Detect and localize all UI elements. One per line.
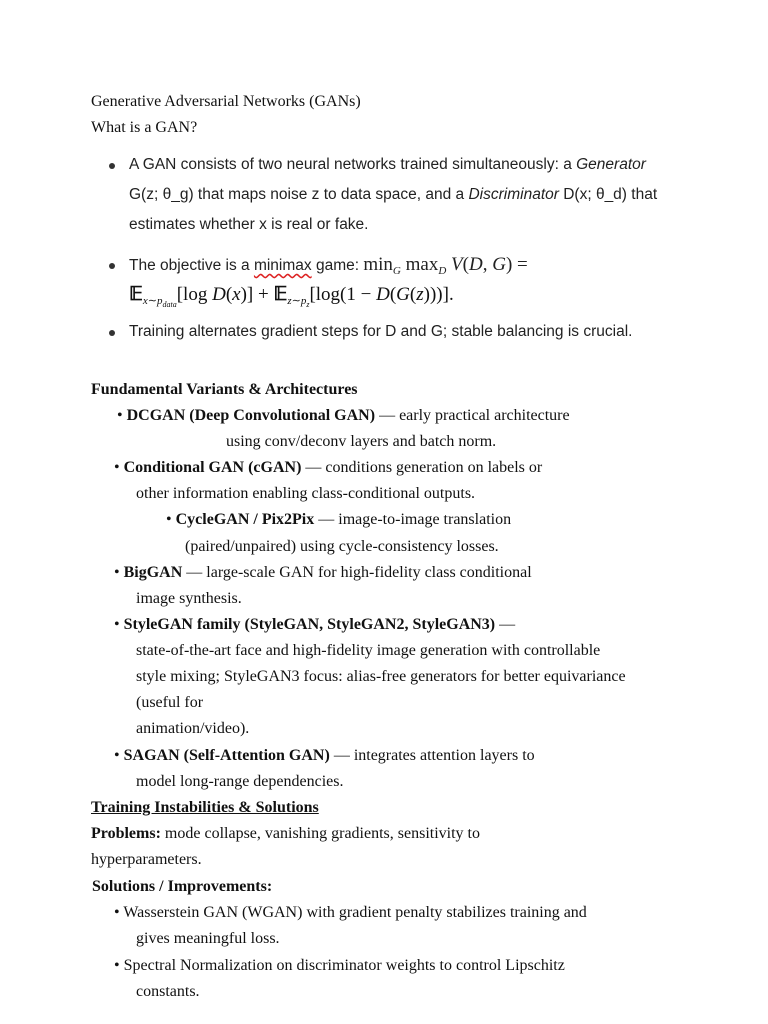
- objective-line-1: The objective is a minimax game: $\min_G \max_D V(D$, G) =: [129, 254, 528, 277]
- variant-sagan-desc: model long-range dependencies.: [136, 773, 344, 790]
- variant-stylegan-desc-1: state-of-the-art face and high-fidelity image generation with controllable: [136, 642, 601, 659]
- variant-stylegan-desc-4: animation/video).: [136, 720, 250, 737]
- solution-spectral-norm-desc: constants.: [136, 983, 200, 1000]
- problems-line-2: hyperparameters.: [91, 851, 202, 868]
- bullet-dot: [109, 263, 115, 269]
- variant-cgan-desc: other information enabling class-conditional outputs.: [136, 485, 476, 502]
- problems-line-1: Problems: mode collapse, vanishing gradients, sensitivity to: [91, 825, 480, 842]
- training-heading: Training Instabilities & Solutions: [91, 799, 319, 816]
- solution-spectral-norm: • Spectral Normalization on discriminator weights to control Lipschitz: [114, 957, 565, 974]
- variant-stylegan: • StyleGAN family (StyleGAN, StyleGAN2, StyleGAN3) —: [114, 616, 516, 633]
- minimax-formula: $\min_G \max_D V(D$, G) =: [363, 254, 528, 277]
- solution-wgan-desc: gives meaningful loss.: [136, 930, 280, 947]
- variant-stylegan-desc-2: style mixing; StyleGAN3 focus: alias-free generators for better equivariance: [136, 668, 626, 685]
- objective-formula-line-2: 𝔼$_{x\sim p_{data}}$[log D(x)] + 𝔼$_{z\sim p_z}$[log(1 − D(G(z)))].: [129, 284, 454, 309]
- training-alternates-text: Training alternates gradient steps for D and G; stable balancing is crucial.: [129, 323, 633, 340]
- variant-sagan: • SAGAN (Self-Attention GAN) — integrates attention layers to: [114, 747, 535, 764]
- variant-stylegan-desc-3: (useful for: [136, 694, 204, 711]
- gan-definition-line-3: estimates whether x is real or fake.: [129, 216, 369, 233]
- section-heading-what-is: What is a GAN?: [91, 119, 198, 136]
- variant-cyclegan-desc: (paired/unpaired) using cycle-consistency losses.: [185, 538, 499, 555]
- gan-definition-line-2: G(z; θ_g) that maps noise z to data space, and a Discriminator D(x; θ_d) that: [129, 186, 658, 203]
- gan-definition-line-1: A GAN consists of two neural networks trained simultaneously: a Generator: [129, 156, 646, 173]
- bullet-dot: [109, 163, 115, 169]
- variant-dcgan-desc: using conv/deconv layers and batch norm.: [226, 433, 497, 450]
- solutions-heading: Solutions / Improvements:: [92, 878, 273, 895]
- variant-dcgan: • DCGAN (Deep Convolutional GAN) — early practical architecture: [117, 407, 570, 424]
- variants-heading: Fundamental Variants & Architectures: [91, 381, 358, 398]
- variant-biggan-desc: image synthesis.: [136, 590, 242, 607]
- variant-cyclegan: • CycleGAN / Pix2Pix — image-to-image translation: [166, 511, 512, 528]
- solution-wgan: • Wasserstein GAN (WGAN) with gradient penalty stabilizes training and: [114, 904, 587, 921]
- document-title: Generative Adversarial Networks (GANs): [91, 93, 361, 110]
- variant-cgan: • Conditional GAN (cGAN) — conditions generation on labels or: [114, 459, 543, 476]
- bullet-dot: [109, 330, 115, 336]
- variant-biggan: • BigGAN — large-scale GAN for high-fidelity class conditional: [114, 564, 532, 581]
